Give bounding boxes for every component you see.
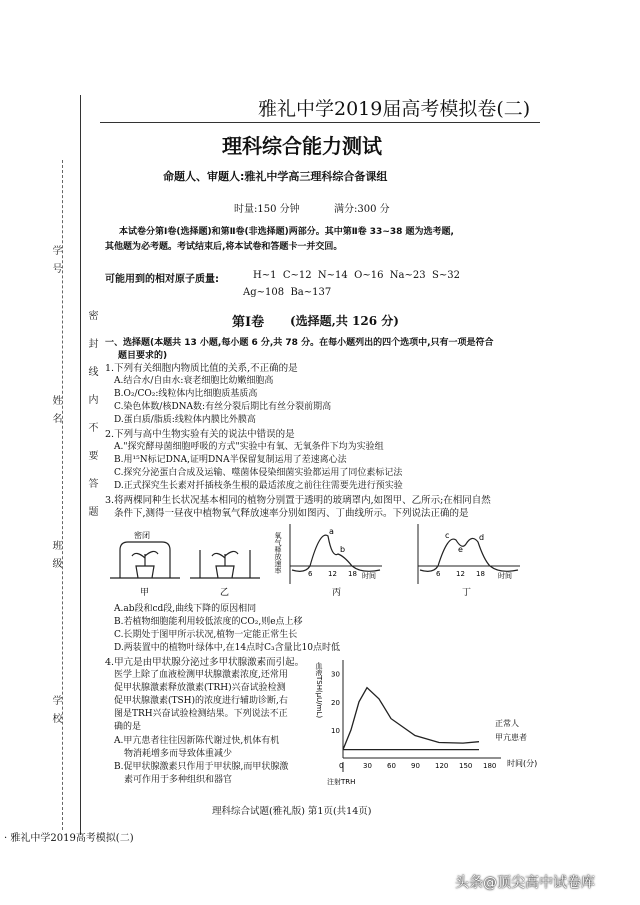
left-note: · 雅礼中学2019高考模拟(二): [4, 833, 134, 844]
page-footer: 理科综合试题(雅礼版) 第1页(共14页): [212, 806, 372, 817]
ding-t12: 12: [456, 570, 465, 578]
tsh-chart: [315, 656, 545, 791]
tsh-normal-label: 正常人: [495, 719, 519, 728]
q3-option-c: C.长期处于图甲所示状况,植物一定能正常生长: [114, 630, 298, 640]
binding-xingming: 姓名: [50, 395, 61, 431]
tsh-x-tick: 180: [483, 762, 497, 770]
tsh-y-tick: 10: [331, 726, 340, 735]
ding-t18: 18: [476, 570, 485, 578]
bing-a: a: [329, 527, 334, 536]
q2-option-c: C.探究分泌蛋白合成及运输、噬菌体侵染细菌实验都运用了同位素标记法: [114, 468, 403, 478]
q3-figure: [100, 520, 540, 602]
q2-option-a: A."探究酵母菌细胞呼吸的方式"实验中有氧、无氧条件下均为实验组: [114, 442, 384, 452]
bing-xlabel: 时间: [362, 572, 376, 580]
ding-d: d: [479, 533, 485, 542]
binding-xuehao: 学号: [50, 245, 61, 281]
q3-option-b: B.若植物细胞能利用较低浓度的CO₂,则e点上移: [114, 617, 303, 627]
bell-jar-yi: [190, 550, 260, 578]
tsh-x-tick: 60: [387, 762, 396, 770]
q4-option-b-2: 素可作用于多种组织和器官: [124, 775, 233, 785]
q4-option-b-1: B.促甲状腺激素只作用于甲状腺,而甲状腺激: [114, 762, 289, 772]
subject-title: 理科综合能力测试: [222, 134, 382, 158]
label-bing: 丙: [332, 588, 342, 598]
exam-time: 时量:150 分钟: [234, 204, 300, 215]
volume-title: 第Ⅰ卷: [232, 315, 265, 330]
q4-line-6: 确的是: [114, 722, 142, 732]
ding-t6: 6: [436, 570, 441, 578]
bell-jar-jia: [110, 542, 180, 578]
binding-notice: 密封线内不要答题: [86, 310, 97, 534]
label-jia: 甲: [140, 588, 150, 598]
bing-t12: 12: [328, 570, 337, 578]
tsh-y-tick: 30: [331, 670, 340, 679]
tsh-inject-label: 注射TRH: [327, 778, 356, 786]
instructions-line1: 本试卷分第Ⅰ卷(选择题)和第Ⅱ卷(非选择题)两部分。其中第Ⅱ卷 33~38 题为选考题,: [119, 227, 454, 237]
q3-stem-1: 3.将两棵同种生长状况基本相同的植物分别置于透明的玻璃罩内,如图甲、乙所示;在相同自然: [105, 495, 491, 506]
q4-line-2: 医学上除了血液检测甲状腺激素浓度,还常用: [114, 670, 288, 680]
tsh-x-tick: 90: [411, 762, 420, 770]
tsh-x-tick: 120: [435, 762, 449, 770]
q2-option-b: B.用¹⁵N标记DNA,证明DNA半保留复制运用了差速离心法: [114, 455, 347, 465]
section1-line1: 一、选择题(本题共 13 小题,每小题 6 分,共 78 分。在每小题列出的四个选项中,只有一项是符合: [105, 338, 494, 348]
tsh-ylabel: 血液TSH(μU/mL): [315, 662, 323, 719]
watermark: 头条@顶尖高中试卷库: [455, 875, 595, 891]
atoms-line1: H~1 C~12 N~14 O~16 Na~23 S~32: [253, 270, 460, 281]
volume-subtitle: (选择题,共 126 分): [290, 314, 399, 328]
q4-option-a-1: A.甲亢患者往往因新陈代谢过快,机体有机: [114, 736, 280, 746]
tsh-xlabel: 时间(分): [507, 759, 538, 768]
chart-bing: [274, 524, 382, 598]
q4-line-3: 促甲状腺激素释放激素(TRH)兴奋试验检测: [114, 683, 286, 693]
atoms-label: 可能用到的相对原子质量:: [105, 274, 219, 285]
q1-option-d: D.蛋白质/脂质:线粒体内膜比外膜高: [114, 415, 256, 425]
q1-option-b: B.O₂/CO₂:线粒体内比细胞质基质高: [114, 389, 258, 399]
q4-line-4: 促甲状腺激素(TSH)的浓度进行辅助诊断,右: [114, 696, 288, 706]
section1-line2: 题目要求的): [118, 351, 168, 361]
ding-xlabel: 时间: [498, 572, 512, 580]
q1-option-c: C.染色体数/核DNA数:有丝分裂后期比有丝分裂前期高: [114, 402, 332, 412]
header-rule: [100, 122, 540, 123]
q4-option-a-2: 物消耗增多而导致体重减少: [124, 749, 233, 759]
chart-ding: [418, 524, 520, 598]
label-sealed: 密闭: [134, 531, 150, 540]
q1-option-a: A.结合水/自由水:衰老细胞比幼嫩细胞高: [114, 376, 274, 386]
atoms-line2: Ag~108 Ba~137: [243, 287, 332, 298]
instructions-line2: 其他题为必考题。考试结束后,将本试卷和答题卡一并交回。: [105, 242, 343, 252]
binding-xuexiao: 学校: [50, 695, 61, 731]
q2-option-d: D.正式探究生长素对扦插枝条生根的最适浓度之前往往需要先进行预实验: [114, 481, 403, 491]
exam-score: 满分:300 分: [334, 204, 390, 215]
bing-t18: 18: [348, 570, 357, 578]
ding-c: c: [445, 531, 450, 540]
q3-option-d: D.两装置中的植物叶绿体中,在14点时C₃含量比10点时低: [114, 643, 341, 653]
q4-line-5: 图是TRH兴奋试验检测结果。下列说法不正: [114, 709, 288, 719]
q3-option-a: A.ab段和cd段,曲线下降的原因相同: [114, 604, 257, 614]
bing-ylabel: 氧气释放速率: [274, 532, 282, 574]
ding-e: e: [458, 545, 463, 554]
tsh-x-tick: 30: [363, 762, 372, 770]
label-ding: 丁: [462, 588, 472, 598]
authors: 命题人、审题人:雅礼中学高三理科综合备课组: [163, 170, 388, 183]
tsh-x-tick: 0: [339, 762, 344, 770]
tsh-y-tick: 20: [331, 698, 340, 707]
binding-banji: 班级: [50, 540, 61, 576]
school-title: 雅礼中学2019届高考模拟卷(二): [258, 98, 531, 120]
q2-stem: 2.下列与高中生物实验有关的说法中错误的是: [105, 429, 295, 440]
tsh-patient-label: 甲亢患者: [495, 733, 527, 742]
q3-stem-2: 条件下,测得一昼夜中植物氧气释放速率分别如图丙、丁曲线所示。下列说法正确的是: [114, 508, 469, 519]
bing-t6: 6: [308, 570, 313, 578]
tsh-series-line: [343, 688, 479, 750]
q4-line-1: 4.甲亢是由甲状腺分泌过多甲状腺激素而引起。: [105, 657, 305, 668]
tsh-x-tick: 150: [459, 762, 473, 770]
binding-line-inner: [80, 95, 81, 835]
bing-b: b: [340, 545, 346, 554]
q1-stem: 1.下列有关细胞内物质比值的关系,不正确的是: [105, 363, 298, 374]
label-yi: 乙: [220, 588, 230, 598]
